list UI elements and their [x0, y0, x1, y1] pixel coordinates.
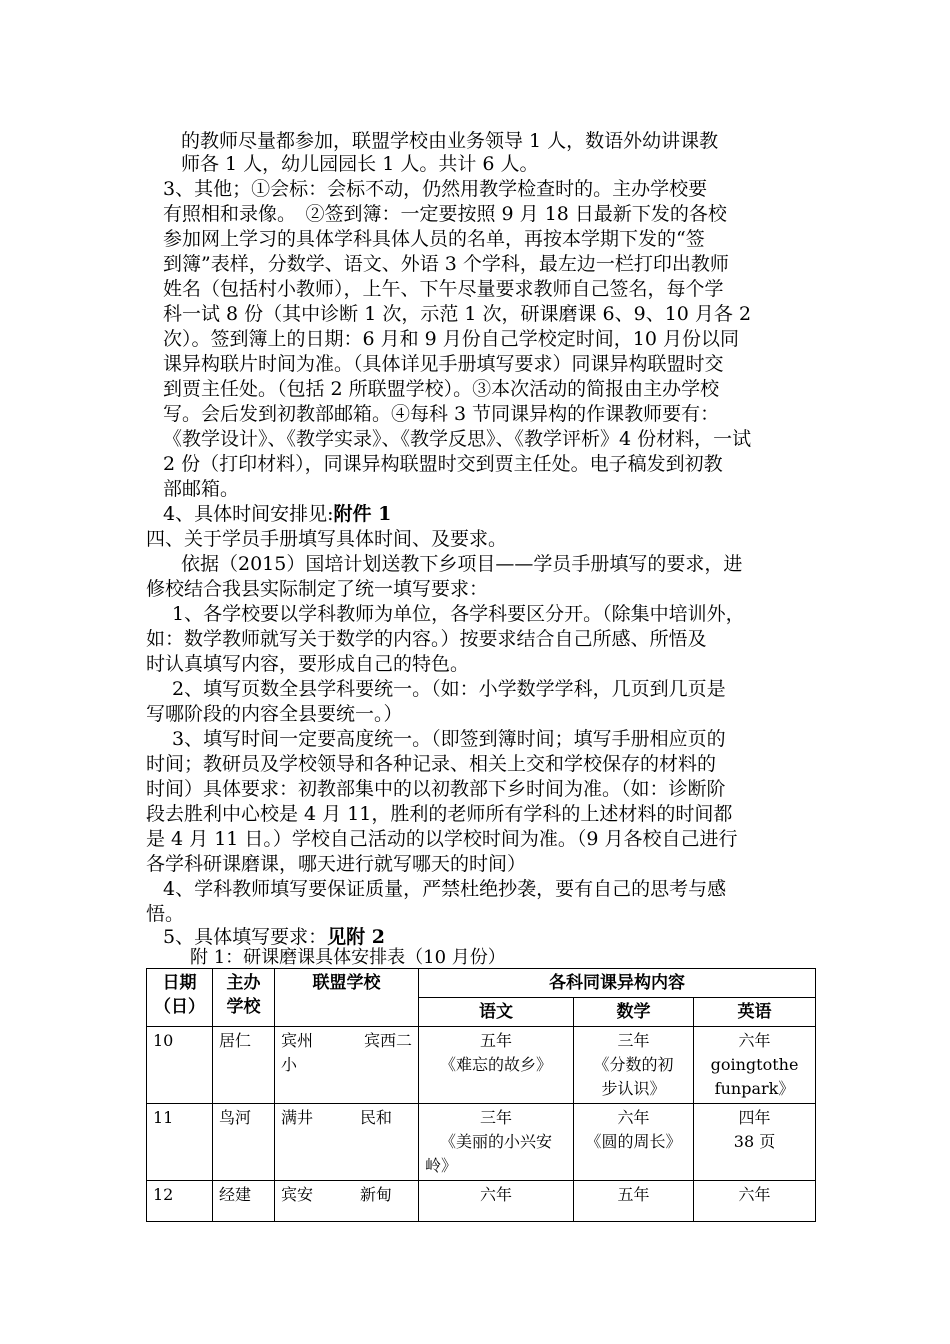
header-content: 各科同课异构内容 [419, 969, 816, 998]
text-line: 3、其他；①会标：会标不动，仍然用教学检查时的。主办学校要 [163, 178, 708, 200]
cell-date: 10 [147, 1027, 213, 1104]
text-line: 时认真填写内容，要形成自己的特色。 [146, 653, 470, 675]
text-line: 4、具体时间安排见:附件 1 [163, 503, 392, 525]
text-line: 部邮箱。 [163, 478, 240, 500]
header-math: 数学 [574, 998, 694, 1027]
text-line: 时间）具体要求：初教部集中的以初教部下乡时间为准。（如：诊断阶 [146, 778, 726, 800]
text-line: 各学科研课磨课，哪天进行就写哪天的时间） [146, 853, 527, 875]
text-line: 4、学科教师填写要保证质量，严禁杜绝抄袭，要有自己的思考与感 [163, 878, 727, 900]
cell-host: 居仁 [213, 1027, 275, 1104]
cell-host: 经建 [213, 1181, 275, 1222]
text-line: 到贾主任处。（包括 2 所联盟学校）。③本次活动的简报由主办学校 [163, 378, 720, 400]
text-line: 课异构联片时间为准。（具体详见手册填写要求）同课异构联盟时交 [163, 353, 724, 375]
cell-date: 11 [147, 1104, 213, 1181]
cell-chinese: 六年 [419, 1181, 574, 1222]
header-english: 英语 [694, 998, 816, 1027]
header-chinese: 语文 [419, 998, 574, 1027]
cell-english: 六年 goingtothe funpark》 [694, 1027, 816, 1104]
schedule-table [146, 968, 816, 1222]
text-line: 2 份（打印材料），同课异构联盟时交到贾主任处。电子稿发到初教 [163, 453, 723, 475]
cell-english: 四年 38 页 [694, 1104, 816, 1181]
text-line: 师各 1 人，幼儿园园长 1 人。共计 6 人。 [181, 153, 539, 175]
header-date: 日期 （日） [147, 969, 213, 1027]
text-line: 2、填写页数全县学科要统一。（如：小学数学学科，几页到几页是 [172, 678, 726, 700]
text-line: 时间；教研员及学校领导和各种记录、相关上交和学校保存的材料的 [146, 753, 717, 775]
text-line: 到簿”表样，分数学、语文、外语 3 个学科，最左边一栏打印出教师 [163, 253, 729, 275]
section-heading: 四、关于学员手册填写具体时间、及要求。 [146, 528, 508, 550]
cell-math: 三年 《分数的初 步认识》 [574, 1027, 694, 1104]
cell-alliance: 宾安 新甸 [275, 1181, 419, 1222]
cell-english: 六年 [694, 1181, 816, 1222]
text-line: 段去胜利中心校是 4 月 11，胜利的老师所有学科的上述材料的时间都 [146, 803, 733, 825]
text-line: 5、具体填写要求：见附 2 [163, 926, 385, 948]
cell-date: 12 [147, 1181, 213, 1222]
text-line: 的教师尽量都参加，联盟学校由业务领导 1 人，数语外幼讲课教 [181, 130, 719, 152]
cell-math: 五年 [574, 1181, 694, 1222]
cell-alliance: 宾州 宾西二 小 [275, 1027, 419, 1104]
text-line: 如：数学教师就写关于数学的内容。）按要求结合自己所感、所悟及 [146, 628, 707, 650]
header-alliance-school: 联盟学校 [275, 969, 419, 1027]
text-line: 1、各学校要以学科教师为单位，各学科要区分开。（除集中培训外， [172, 603, 745, 625]
table-row [147, 1027, 816, 1104]
cell-host: 鸟河 [213, 1104, 275, 1181]
text-line: 写哪阶段的内容全县要统一。） [146, 703, 403, 725]
text-line: 悟。 [146, 903, 185, 925]
text-line: 是 4 月 11 日。）学校自己活动的以学校时间为准。（9 月各校自己进行 [146, 828, 738, 850]
text-line: 写。会后发到初教部邮箱。④每科 3 节同课异构的作课教师要有： [163, 403, 720, 425]
cell-alliance: 满井 民和 [275, 1104, 419, 1181]
table-caption: 附 1：研课磨课具体安排表（10 月份） [190, 947, 506, 968]
cell-math: 六年 《圆的周长》 [574, 1104, 694, 1181]
header-host-school: 主办 学校 [213, 969, 275, 1027]
text-line: 3、填写时间一定要高度统一。（即签到簿时间；填写手册相应页的 [172, 728, 726, 750]
table-header-row [147, 969, 816, 998]
cell-chinese: 三年 《美丽的小兴安 岭》 [419, 1104, 574, 1181]
text-line: 姓名（包括村小教师），上午、下午尽量要求教师自己签名，每个学 [163, 278, 724, 300]
table-row [147, 1104, 816, 1181]
bold-reference: 附件 1 [333, 503, 392, 525]
bold-reference: 见附 2 [327, 926, 385, 948]
text-line: 参加网上学习的具体学科具体人员的名单，再按本学期下发的“签 [163, 228, 705, 250]
text-line: 修校结合我县实际制定了统一填写要求： [146, 578, 489, 600]
text-line: 《教学设计》、《教学实录》、《教学反思》、《教学评析》4 份材料，一试 [163, 428, 752, 450]
text-line: 科一试 8 份（其中诊断 1 次，示范 1 次，研课磨课 6、9、10 月各 2 [163, 303, 752, 325]
text-line: 依据（2015）国培计划送教下乡项目——学员手册填写的要求，进 [181, 553, 743, 575]
table-row [147, 1181, 816, 1222]
text-line: 次）。签到簿上的日期：6 月和 9 月份自己学校定时间，10 月份以同 [163, 328, 740, 350]
cell-chinese: 五年 《难忘的故乡》 [419, 1027, 574, 1104]
text-line: 有照相和录像。 ②签到簿：一定要按照 9 月 18 日最新下发的各校 [163, 203, 727, 225]
